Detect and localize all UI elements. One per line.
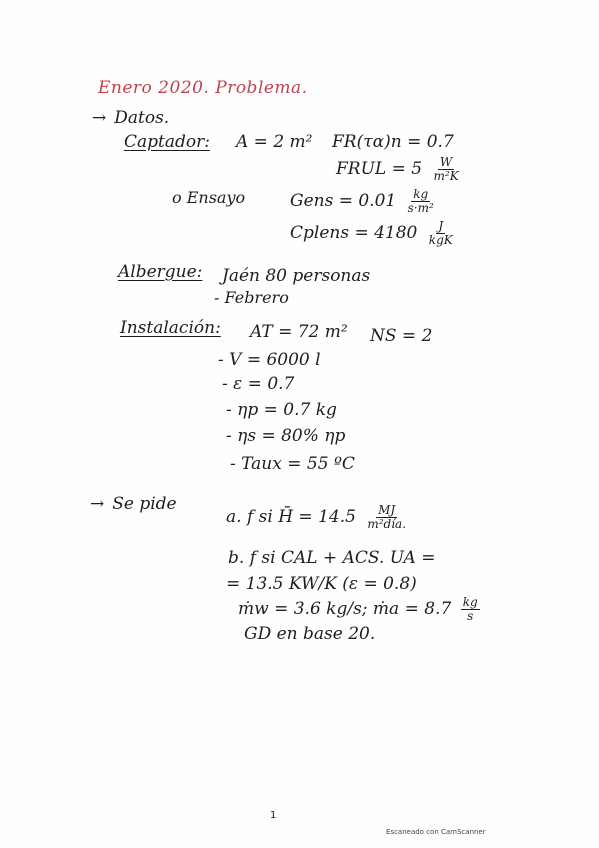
se-pide-label: Se pide: [112, 494, 177, 514]
se-pide-heading: [90, 494, 177, 514]
cp-unit: [427, 220, 455, 247]
fr-ul-value: FRUL = 5: [336, 159, 423, 179]
instalacion-ns: NS = 2: [370, 326, 433, 346]
instalacion-item-eta-p: - ηp = 0.7 kg: [226, 400, 337, 420]
question-b-line3: [238, 596, 480, 623]
albergue-line2: - Febrero: [214, 288, 289, 307]
cp-unit-num: J: [438, 219, 444, 233]
instalacion-item-volume: - V = 6000 l: [218, 350, 321, 370]
captador-area: A = 2 m²: [236, 132, 313, 152]
gens-unit-den: s·m²: [407, 201, 434, 215]
captador-fr-ta: FR(τα)n = 0.7: [332, 132, 454, 152]
question-b-line3-unit-den: s: [467, 609, 474, 623]
arrow-icon: →: [90, 494, 105, 514]
fr-ul-unit-num: W: [439, 155, 453, 169]
instalacion-area-total: AT = 72 m²: [250, 322, 348, 342]
instalacion-label: Instalación:: [120, 318, 221, 338]
datos-heading: [92, 108, 169, 128]
question-a-unit-den: m²día.: [367, 517, 407, 531]
gens-unit: [406, 188, 436, 215]
question-b-line2: = 13.5 KW/K (ε = 0.8): [226, 574, 417, 594]
instalacion-item-taux: - Taux = 55 ºC: [230, 454, 355, 474]
page-number: 1: [270, 810, 277, 821]
datos-label: Datos.: [114, 108, 170, 128]
question-a: [226, 504, 408, 531]
arrow-icon: →: [92, 108, 107, 128]
question-b-line1: b. f si CAL + ACS. UA =: [228, 548, 436, 568]
ensayo-label: o Ensayo: [172, 188, 246, 207]
question-b-line4: GD en base 20.: [244, 624, 376, 644]
question-a-unit: [365, 504, 408, 531]
problem-title: Enero 2020. Problema.: [98, 78, 308, 98]
instalacion-item-eta-s: - ηs = 80% ηp: [226, 426, 346, 446]
captador-fr-ul: [336, 156, 461, 183]
gens-value: Gens = 0.01: [290, 191, 397, 211]
question-b-line3-unit: [461, 596, 480, 623]
albergue-line1: Jaén 80 personas: [222, 266, 371, 286]
fr-ul-unit: [432, 156, 461, 183]
scanner-footer: Escaneado con CamScanner: [386, 828, 486, 836]
question-a-unit-num: MJ: [378, 503, 396, 517]
instalacion-item-efficiency: - ε = 0.7: [222, 374, 295, 394]
albergue-label: Albergue:: [118, 262, 203, 282]
fr-ul-unit-den: m²K: [433, 169, 459, 183]
cp-value: Cplens = 4180: [290, 223, 418, 243]
question-b-line3-unit-num: kg: [462, 595, 478, 609]
gens-unit-num: kg: [413, 187, 429, 201]
cp-unit-den: kgK: [428, 233, 453, 247]
question-a-text: a. f si H̄ = 14.5: [226, 507, 356, 527]
captador-label: Captador:: [124, 132, 210, 152]
ensayo-gens: [290, 188, 436, 215]
ensayo-cp: [290, 220, 455, 247]
question-b-line3-text: ṁw = 3.6 kg/s; ṁa = 8.7: [238, 599, 452, 619]
